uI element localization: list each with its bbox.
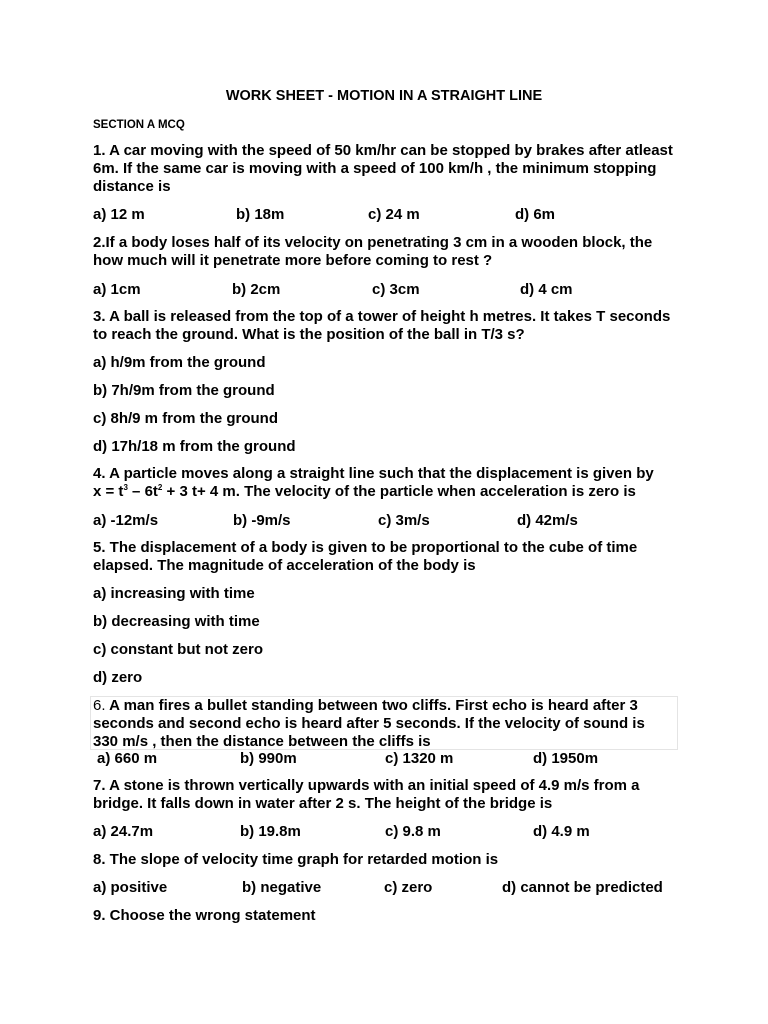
q8-option-d: d) cannot be predicted — [502, 879, 663, 896]
worksheet-title: WORK SHEET - MOTION IN A STRAIGHT LINE — [225, 88, 543, 104]
q5-option-d: d) zero — [93, 669, 143, 686]
q1-option-d: d) 6m — [515, 206, 556, 223]
q5-option-a: a) increasing with time — [93, 585, 255, 602]
q8-option-a: a) positive — [93, 879, 168, 896]
q2-option-d: d) 4 cm — [520, 281, 573, 298]
q2-option-c: c) 3cm — [372, 281, 420, 298]
q7-option-c: c) 9.8 m — [385, 823, 441, 840]
q6-option-c: c) 1320 m — [385, 750, 454, 767]
question-7: 7. A stone is thrown vertically upwards with an initial speed of 4.9 m/s from a bridge. It falls down in water after 2 s. The height of the bridge is — [93, 777, 640, 812]
q4-option-d: d) 42m/s — [517, 512, 578, 529]
q4-option-c: c) 3m/s — [378, 512, 430, 529]
q5-option-c: c) constant but not zero — [93, 641, 263, 658]
q4-option-b: b) -9m/s — [233, 512, 291, 529]
question-8: 8. The slope of velocity time graph for retarded motion is — [93, 851, 499, 868]
question-9: 9. Choose the wrong statement — [93, 907, 316, 924]
q2-option-b: b) 2cm — [232, 281, 281, 298]
question-4-line1: 4. A particle moves along a straight line such that the displacement is given by — [93, 465, 654, 482]
q2-option-a: a) 1cm — [93, 281, 141, 298]
q1-option-c: c) 24 m — [368, 206, 420, 223]
q8-option-b: b) negative — [242, 879, 322, 896]
q1-option-a: a) 12 m — [93, 206, 145, 223]
q3-option-b: b) 7h/9m from the ground — [93, 382, 275, 399]
question-1: 1. A car moving with the speed of 50 km/hr can be stopped by brakes after atleast 6m. If the same car is moving with a speed of 100 km/h , the minimum stopping distance is — [93, 142, 673, 195]
q4-option-a: a) -12m/s — [93, 512, 159, 529]
q3-option-a: a) h/9m from the ground — [93, 354, 266, 371]
question-5: 5. The displacement of a body is given to be proportional to the cube of time elapsed. The magnitude of acceleration of the body is — [93, 539, 638, 574]
question-4-equation: $x = t^3 - 6t^2 + 3$ t+ 4 m. The velocity of the particle when acceleration is zero is — [93, 483, 636, 500]
q7-option-b: b) 19.8m — [240, 823, 301, 840]
q7-option-a: a) 24.7m — [93, 823, 154, 840]
question-6: 6. A man fires a bullet standing between two cliffs. First echo is heard after 3 seconds and second echo is heard after 5 seconds. If the velocity of sound is 330 m/s , then the distance between the cliffs is — [93, 697, 645, 750]
q5-option-b: b) decreasing with time — [93, 613, 260, 630]
section-heading: SECTION A MCQ — [93, 119, 185, 131]
question-3: 3. A ball is released from the top of a tower of height h metres. It takes T seconds to reach the ground. What is the position of the ball in T/3 s? — [93, 308, 671, 343]
q3-option-d: d) 17h/18 m from the ground — [93, 438, 296, 455]
q6-option-d: d) 1950m — [533, 750, 599, 767]
q6-option-b: b) 990m — [240, 750, 297, 767]
q6-option-a: a) 660 m — [97, 750, 158, 767]
question-2: 2.If a body loses half of its velocity on penetrating 3 cm in a wooden block, the how much will it penetrate more before coming to rest ? — [93, 234, 653, 269]
q8-option-c: c) zero — [384, 879, 433, 896]
q1-option-b: b) 18m — [236, 206, 285, 223]
q7-option-d: d) 4.9 m — [533, 823, 590, 840]
q3-option-c: c) 8h/9 m from the ground — [93, 410, 279, 427]
